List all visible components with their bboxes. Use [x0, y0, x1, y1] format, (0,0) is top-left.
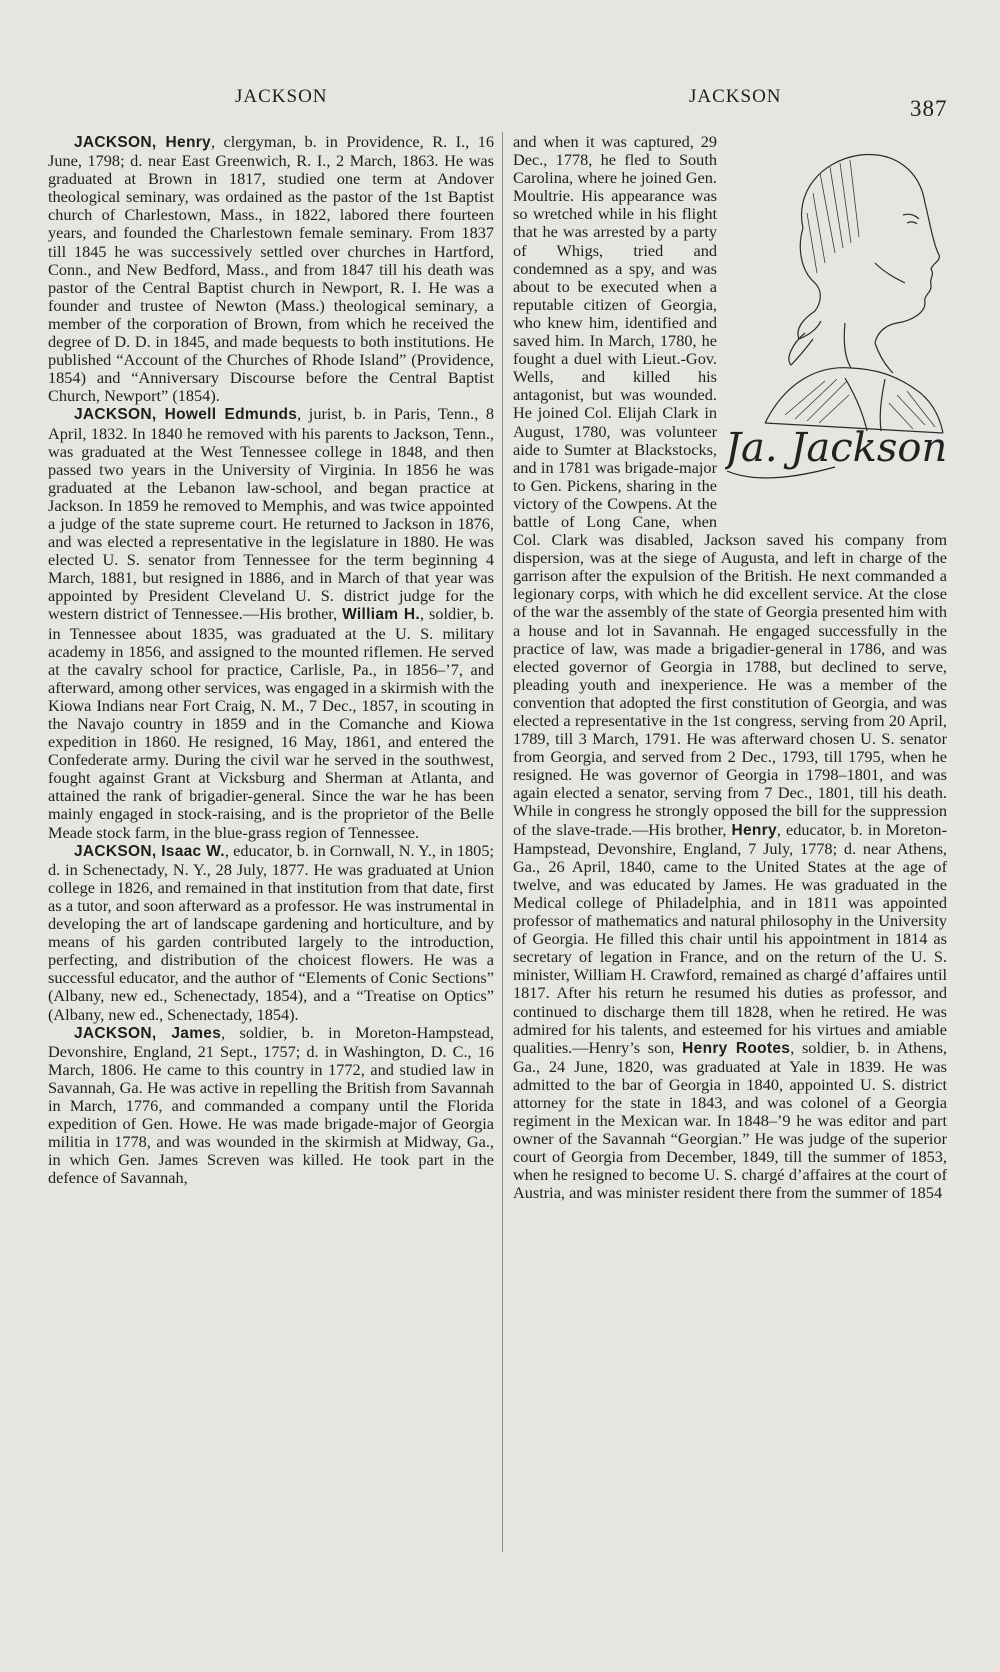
entry-name: JACKSON, Howell Edmunds [74, 406, 298, 424]
sub-entry-name: Henry Rootes [682, 1039, 791, 1057]
portrait-engraving [725, 133, 947, 518]
running-head-right: JACKSON [689, 86, 782, 107]
entry-name: JACKSON, James [74, 1024, 222, 1042]
entry-name: JACKSON, Henry [74, 134, 211, 151]
entry-james-jackson [48, 1024, 494, 1188]
entry-text: , clergyman, b. in Providence, R. I., 16 June, 1798; d. near East Greenwich, R. I., 2 March, 1863. He was graduated at Brown in 1817, studied one term at Andover theological seminary, was ordained as the pastor of the 1st Baptist church of Charlestown, Mass., in 1822, labored there fourteen years, and founded the Charlestown female seminary. From 1837 till 1845 he was successively settled over churches in Hartford, Conn., and New Bedford, Mass., and from 1847 till his death was pastor of the Central Baptist church in Newport, R. I. He was a founder and trustee of Newton (Mass.) theological seminary, a member of the corporation of Brown, from which he received the degree of D. D. in 1845, and made bequests to both institutions. He published “Account of the Churches of Rhode Island” (Providence, 1854) and “Anniversary Discourse before the Central Baptist Church, Newport” (1854). [48, 132, 494, 406]
sub-entry-name: Henry [731, 821, 777, 839]
right-column [513, 133, 947, 1203]
entry-text: , soldier, b. in Moreton-Hampstead, Devonshire, England, 21 Sept., 1757; d. in Washington, D. C., 16 March, 1806. He came to this country in 1772, and studied law in Savannah, Ga. He was active in repelling the British from Savannah in March, 1776, and commanded a company until the Florida expedition of Gen. Howe. He was made brigade-major of Georgia militia in 1778, and was wounded in the skirmish at Midway, Ga., in which Gen. James Screven was killed. He took part in the defence of Savannah, [48, 1022, 494, 1188]
column-divider [502, 132, 503, 1552]
entry-text: , jurist, b. in Paris, Tenn., 8 April, 1832. In 1840 he removed with his parents to Jackson, Tenn., was graduated at the West Tennessee college in 1848, and then passed two years in the University of Virginia. In 1856 he was graduated at the Lebanon law-school, and began practice at Jackson. In 1859 he removed to Memphis, and was twice appointed a judge of the state supreme court. He returned to Jackson in 1876, and was elected a representative in the legislature in 1880. He was elected U. S. senator from Tennessee for the term beginning 4 March, 1881, but resigned in 1886, and in March of that year was appointed by President Cleveland U. S. district judge for the western district of Tennessee.—His brother, [48, 404, 494, 624]
entry-text: , educator, b. in Cornwall, N. Y., in 1805; d. in Schenectady, N. Y., 28 July, 1877. He was graduated at Union college in 1826, and remained in that institution from that date, first as a tutor, and soon afterward as a professor. He was instrumental in developing the art of landscape gardening and horticulture, and by means of his garden contributed largely to the introduction, perfecting, and distribution of the choicest flowers. He was a successful educator, and the author of “Elements of Conic Sections” (Albany, new ed., Schenectady, 1854), and a “Treatise on Optics” (Albany, new ed., Schenectady, 1854). [48, 840, 494, 1024]
entry-henry-jackson [48, 133, 494, 405]
running-head-left: JACKSON [235, 86, 328, 107]
entry-name: JACKSON, Isaac W. [74, 842, 225, 860]
left-column [48, 133, 494, 1187]
sub-entry-name: William H. [342, 606, 420, 624]
entry-howell-jackson [48, 405, 494, 841]
signature: Ja. Jackson [725, 425, 947, 471]
entry-text: , soldier, b. in Athens, Ga., 24 June, 1820, was graduated at Yale in 1839. He was admitted to the bar of Georgia in 1840, appointed U. S. district attorney for the state in 1843, and was colonel of a Georgia regiment in the Mexican war. In 1848–’9 he was editor and part owner of the Savannah “Georgian.” He was judge of the superior court of Georgia from December, 1849, till the summer of 1853, when he resigned to become U. S. chargé d’affaires at the court of Austria, and was minister resident there from the summer of 1854 [513, 1037, 947, 1203]
entry-text: and when it was captured, 29 Dec., 1778, he fled to South Carolina, where he joined Gen. Moultrie. His appearance was so wretched while in his flight that he was arrested by a party of Whigs, tried and condemned as a spy, and was about to be executed when a reputable citizen of Georgia, who knew him, identified and saved him. In March, 1780, he fought a duel with Lieut.-Gov. Wells, and killed his antagonist, but was wounded. He joined Col. Elijah Clark in August, 1780, was volunteer aide to Sumter at Blackstocks, and in 1781 was brigade-major to Gen. Pickens, sharing in the victory of the Cowpens. At the battle of Long Cane, when Col. Clark was disabled, Jackson saved his company from dispersion, was at the siege of Augusta, and left in charge of the garrison after the expulsion of the British. He next commanded a legionary corps, with which he did excellent service. At the close of the war the assembly of the state of Georgia presented him with a house and lot in Savannah. He engaged successfully in the practice of law, was made a brigadier-general in 1786, and was elected governor of Georgia in 1788, but declined to serve, pleading youth and inexperience. He was a member of the convention that adopted the first constitution of Georgia, and was elected a representative in the 1st congress, serving from 20 April, 1789, till 3 March, 1791. He was afterward chosen U. S. senator from Georgia, and served from 2 Dec., 1793, till 1795, when he resigned. He was governor of Georgia in 1798–1801, and was again elected a senator, serving from 7 Dec., 1801, till his death. While in congress he strongly opposed the bill for the suppression of the slave-trade.—His brother, [513, 132, 947, 839]
page-number: 387 [910, 96, 948, 121]
entry-text: , educator, b. in Moreton-Hampstead, Devonshire, England, 7 July, 1778; d. near Athens, Ga., 26 April, 1840, came to the United States at the age of twelve, and was educated by James. He was graduated in the Medical college of Philadelphia, and in 1811 was appointed professor of mathematics and natural philosophy in the University of Georgia. He filled this chair until his appointment in 1814 as secretary of legation in France, and on the return of the U. S. minister, William H. Crawford, remained as chargé d’affaires until 1817. After his return he resumed his duties as professor, and continued to discharge them till 1828, when he retired. He was admired for his talents, and esteemed for his virtues and amiable qualities.—Henry’s son, [513, 819, 947, 1057]
portrait-figure [725, 133, 947, 518]
entry-text: , soldier, b. in Tennessee about 1835, was graduated at the U. S. military academy in 1856, and assigned to the mounted riflemen. He served at the cavalry school for practice, Carlisle, Pa., in 1856–’7, and afterward, among other services, was engaged in a skirmish with the Kiowa Indians near Fort Craig, N. M., 7 Dec., 1857, in scouting in the Navajo country in 1859 and in the Comanche and Kiowa expedition in 1860. He resigned, 16 May, 1861, and entered the Confederate army. During the civil war he served in the southwest, fought against Grant at Vicksburg and Sherman at Atlanta, and attained the rank of brigadier-general. Since the war he has been mainly engaged in stock-raising, and is the proprietor of the Belle Meade stock farm, in the blue-grass region of Tennessee. [48, 604, 494, 842]
entry-isaac-jackson [48, 842, 494, 1024]
